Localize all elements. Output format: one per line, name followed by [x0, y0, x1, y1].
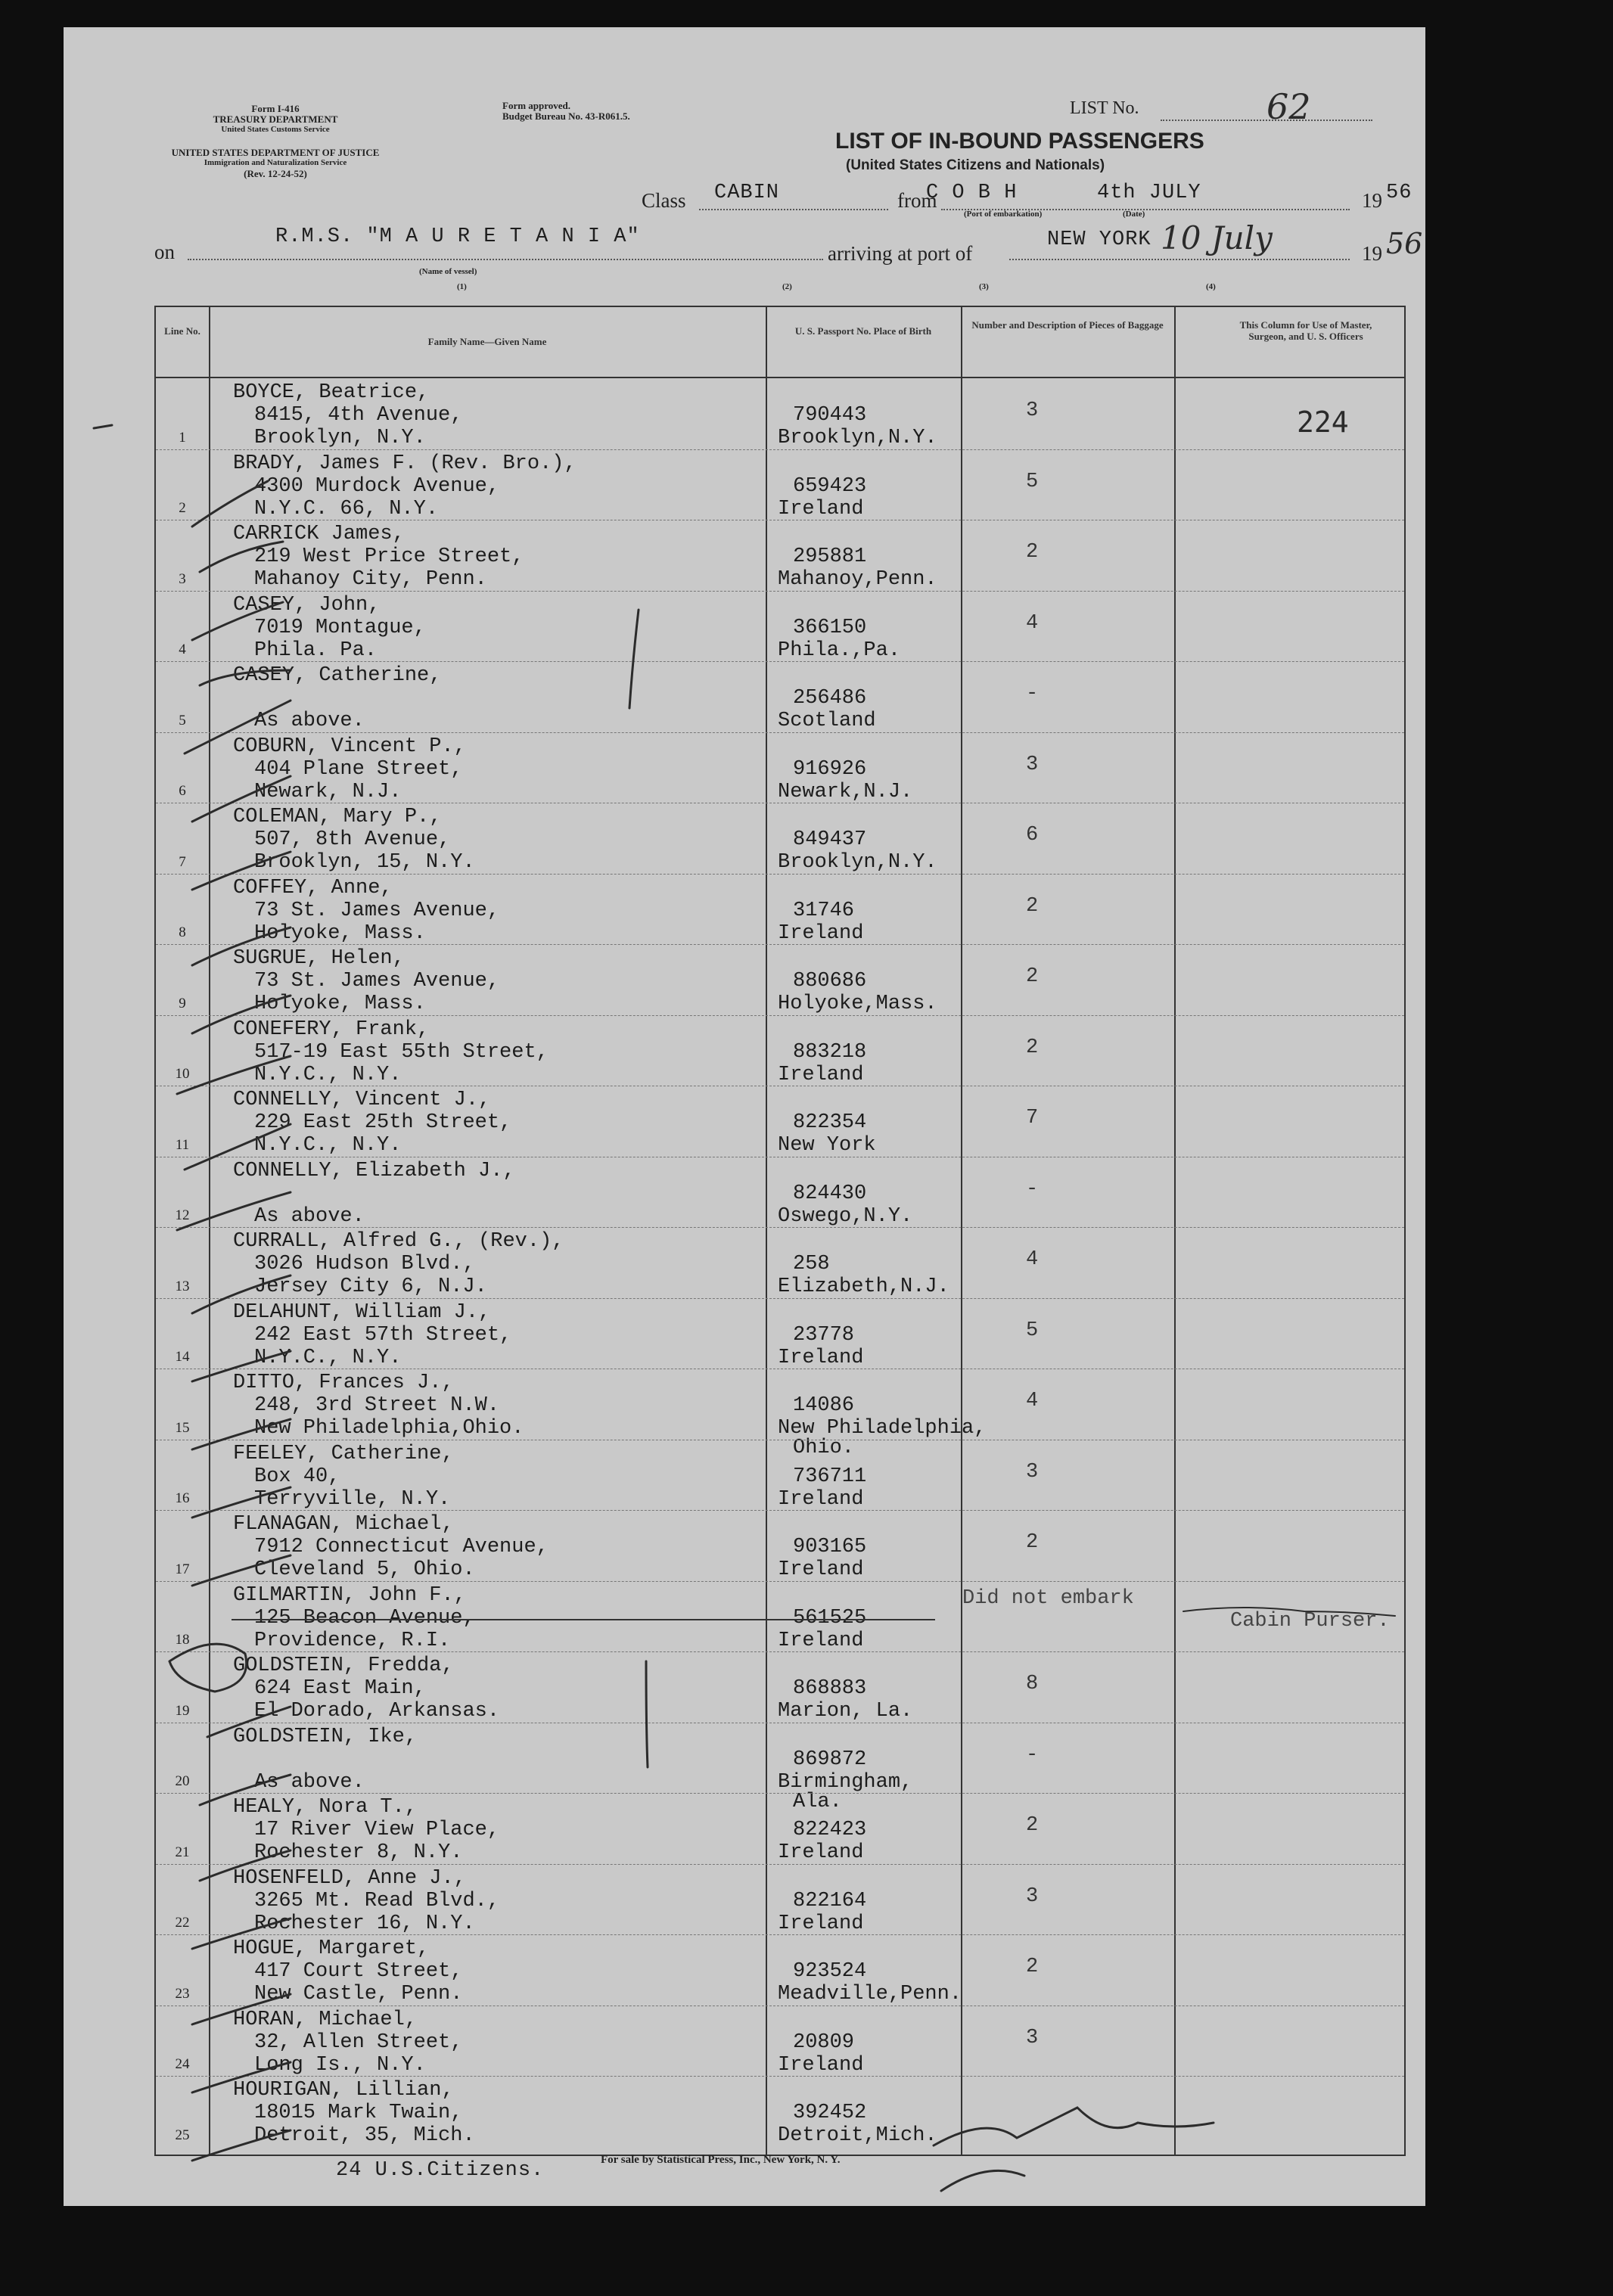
- place-of-birth: Ireland: [778, 1629, 864, 1652]
- passport-number: 868883: [793, 1677, 867, 1700]
- place-of-birth: Newark,N.J.: [778, 780, 913, 803]
- baggage-count: 2: [1026, 1956, 1039, 1978]
- passport-number: 561525: [793, 1606, 867, 1630]
- passenger-address-2: Rochester 8, N.Y.: [254, 1841, 463, 1864]
- passenger-name: FEELEY, Catherine,: [233, 1442, 454, 1465]
- passenger-address-2: N.Y.C., N.Y.: [254, 1063, 402, 1086]
- place-of-birth: Mahanoy,Penn.: [778, 568, 937, 591]
- passenger-address-2: Mahanoy City, Penn.: [254, 568, 487, 591]
- passport-number: 903165: [793, 1536, 867, 1558]
- baggage-count: -: [1026, 682, 1039, 705]
- passport-number: 736711: [793, 1465, 867, 1488]
- passport-number: 822354: [793, 1111, 867, 1134]
- line-number: 6: [179, 783, 186, 799]
- embark-caption: (Port of embarkation): [964, 210, 1043, 219]
- from-label: from: [897, 189, 937, 212]
- passenger-address-2: Newark, N.J.: [254, 780, 402, 803]
- passenger-address-1: 404 Plane Street,: [254, 757, 463, 781]
- place-of-birth: Birmingham,: [778, 1770, 913, 1794]
- place-of-birth: Elizabeth,N.J.: [778, 1275, 949, 1298]
- passenger-name: HOSENFELD, Anne J.,: [233, 1866, 466, 1890]
- passenger-address-2: Providence, R.I.: [254, 1629, 451, 1652]
- printer-credit: For sale by Statistical Press, Inc., New York, N. Y.: [601, 2154, 841, 2166]
- passenger-address-1: 417 Court Street,: [254, 1960, 463, 1983]
- col-num-2: (2): [782, 282, 792, 291]
- passenger-address-1: 4300 Murdock Avenue,: [254, 474, 500, 498]
- place-of-birth-2: Ohio.: [793, 1437, 855, 1459]
- passenger-address-2: Cleveland 5, Ohio.: [254, 1558, 475, 1581]
- passenger-address-1: 624 East Main,: [254, 1677, 426, 1700]
- passenger-address-1: 17 River View Place,: [254, 1819, 500, 1841]
- passport-number: 824430: [793, 1182, 867, 1205]
- place-of-birth: Oswego,N.Y.: [778, 1204, 913, 1228]
- form-approved: Form approved.: [502, 100, 571, 111]
- passport-number: 258: [793, 1253, 830, 1275]
- passenger-name: DELAHUNT, William J.,: [233, 1300, 491, 1324]
- passenger-address-2: As above.: [254, 1204, 365, 1228]
- line-number: 21: [175, 1844, 190, 1860]
- place-of-birth: Holyoke,Mass.: [778, 993, 937, 1015]
- passport-number: 31746: [793, 899, 855, 922]
- line-number: 14: [175, 1349, 190, 1365]
- passport-number: 366150: [793, 616, 867, 639]
- passport-number: 23778: [793, 1323, 855, 1347]
- baggage-count: 3: [1026, 2026, 1039, 2049]
- baggage-count: 4: [1026, 1390, 1039, 1412]
- line-number: 23: [175, 1985, 190, 2002]
- treasury-dept: TREASURY DEPARTMENT: [213, 113, 338, 125]
- place-of-birth: Brooklyn,N.Y.: [778, 851, 937, 874]
- passenger-manifest-page: [64, 27, 1425, 2206]
- ins-service: Immigration and Naturalization Service: [204, 158, 347, 167]
- passenger-address-1: 229 East 25th Street,: [254, 1111, 512, 1134]
- handwritten-marks: [64, 27, 1425, 2206]
- passenger-address-1: 507, 8th Avenue,: [254, 828, 451, 851]
- not-embarked-note: Did not embark: [962, 1586, 1134, 1610]
- baggage-count: 3: [1026, 753, 1039, 776]
- passenger-address-1: 248, 3rd Street N.W.: [254, 1394, 500, 1417]
- purser-title: Cabin Purser.: [1230, 1609, 1390, 1633]
- on-label: on: [154, 241, 175, 263]
- line-number: 2: [179, 500, 186, 516]
- passenger-address-1: 3026 Hudson Blvd.,: [254, 1253, 475, 1275]
- line-number: 16: [175, 1490, 190, 1506]
- col-header-officers: This Column for Use of Master, Surgeon, and U. S. Officers: [1239, 319, 1372, 342]
- passenger-name: COLEMAN, Mary P.,: [233, 806, 442, 828]
- passenger-name: HEALY, Nora T.,: [233, 1796, 418, 1819]
- passenger-address-2: As above.: [254, 710, 365, 732]
- passport-number: 14086: [793, 1394, 855, 1417]
- place-of-birth: Ireland: [778, 497, 864, 520]
- passenger-address-2: N.Y.C. 66, N.Y.: [254, 497, 439, 520]
- passenger-address-2: Detroit, 35, Mich.: [254, 2124, 475, 2147]
- passenger-address-1: 219 West Price Street,: [254, 545, 524, 568]
- passenger-name: GOLDSTEIN, Fredda,: [233, 1654, 454, 1677]
- passenger-name: CASEY, John,: [233, 593, 381, 617]
- place-of-birth: Phila.,Pa.: [778, 638, 901, 662]
- passport-number: 849437: [793, 828, 867, 851]
- passenger-name: FLANAGAN, Michael,: [233, 1513, 454, 1536]
- place-of-birth-2: Ala.: [793, 1790, 842, 1813]
- line-number: 24: [175, 2056, 190, 2072]
- line-number: 15: [175, 1419, 190, 1436]
- passenger-name: COBURN, Vincent P.,: [233, 735, 466, 758]
- baggage-count: 3: [1026, 1460, 1039, 1484]
- line-number: 3: [179, 570, 186, 587]
- justice-dept: UNITED STATES DEPARTMENT OF JUSTICE: [171, 147, 380, 158]
- embark-year: 56: [1386, 182, 1413, 204]
- passenger-address-2: Brooklyn, N.Y.: [254, 427, 426, 449]
- baggage-count: 2: [1026, 965, 1039, 988]
- place-of-birth: Ireland: [778, 1063, 864, 1086]
- year-prefix-2: 19: [1362, 242, 1382, 265]
- list-number-label: LIST No.: [1070, 98, 1139, 118]
- baggage-count: 2: [1026, 894, 1039, 918]
- passenger-address-2: N.Y.C., N.Y.: [254, 1134, 402, 1157]
- passenger-address-2: El Dorado, Arkansas.: [254, 1700, 500, 1723]
- place-of-birth: Ireland: [778, 1912, 864, 1935]
- citizen-count: 24 U.S.Citizens.: [336, 2159, 545, 2182]
- passenger-address-2: Phila. Pa.: [254, 638, 378, 662]
- passenger-name: CONNELLY, Elizabeth J.,: [233, 1159, 515, 1182]
- passport-number: 392452: [793, 2102, 867, 2124]
- arrival-year: 56: [1386, 227, 1423, 260]
- passenger-address-1: 517-19 East 55th Street,: [254, 1040, 549, 1064]
- passport-number: 20809: [793, 2030, 855, 2054]
- place-of-birth: Ireland: [778, 921, 864, 945]
- passenger-name: CASEY, Catherine,: [233, 664, 442, 687]
- page-subtitle: (United States Citizens and Nationals): [846, 157, 1105, 173]
- list-number: 62: [1266, 86, 1311, 127]
- place-of-birth: New Philadelphia,: [778, 1417, 987, 1440]
- place-of-birth: Ireland: [778, 1487, 864, 1511]
- baggage-count: 6: [1026, 824, 1039, 847]
- baggage-count: 2: [1026, 1814, 1039, 1837]
- passport-number: 880686: [793, 970, 867, 993]
- line-number: 13: [175, 1278, 190, 1294]
- passenger-address-1: 73 St. James Avenue,: [254, 970, 500, 993]
- vessel-name: R.M.S. "M A U R E T A N I A": [275, 225, 640, 248]
- passenger-address-2: N.Y.C., N.Y.: [254, 1346, 402, 1369]
- col-num-1: (1): [457, 282, 467, 291]
- passenger-name: COFFEY, Anne,: [233, 876, 393, 899]
- baggage-count: 4: [1026, 611, 1039, 635]
- passenger-address-1: 73 St. James Avenue,: [254, 899, 500, 922]
- passport-number: 822164: [793, 1889, 867, 1912]
- baggage-count: 2: [1026, 1036, 1039, 1059]
- passenger-address-2: Holyoke, Mass.: [254, 993, 426, 1015]
- passenger-address-1: 8415, 4th Avenue,: [254, 404, 463, 427]
- line-number: 12: [175, 1207, 190, 1223]
- arrival-port: NEW YORK: [1047, 228, 1151, 251]
- line-number: 9: [179, 995, 186, 1011]
- place-of-birth: New York: [778, 1134, 876, 1157]
- passenger-address-1: 18015 Mark Twain,: [254, 2102, 463, 2124]
- line-number: 25: [175, 2127, 190, 2143]
- baggage-count: 5: [1026, 1319, 1039, 1342]
- place-of-birth: Marion, La.: [778, 1700, 913, 1723]
- class-value: CABIN: [714, 182, 780, 204]
- baggage-count: -: [1026, 1177, 1039, 1201]
- passenger-name: DITTO, Frances J.,: [233, 1372, 454, 1394]
- passenger-name: HORAN, Michael,: [233, 2008, 418, 2031]
- passenger-address-2: Long Is., N.Y.: [254, 2053, 426, 2077]
- passenger-address-2: Rochester 16, N.Y.: [254, 1912, 475, 1935]
- passenger-address-2: New Philadelphia,Ohio.: [254, 1417, 524, 1440]
- passenger-address-1: 7019 Montague,: [254, 616, 426, 639]
- embarkation-date: 4th JULY: [1097, 182, 1201, 204]
- place-of-birth: Meadville,Penn.: [778, 1983, 962, 2006]
- passport-number: 822423: [793, 1819, 867, 1841]
- passport-number: 883218: [793, 1040, 867, 1064]
- place-of-birth: Ireland: [778, 1346, 864, 1369]
- passenger-name: CARRICK James,: [233, 523, 405, 545]
- line-number: 5: [179, 712, 186, 729]
- passenger-name: CURRALL, Alfred G., (Rev.),: [233, 1230, 564, 1253]
- passenger-name: BOYCE, Beatrice,: [233, 381, 430, 404]
- col-num-4: (4): [1206, 282, 1216, 291]
- line-number: 8: [179, 924, 186, 940]
- col-header-name: Family Name—Given Name: [427, 336, 547, 347]
- baggage-count: 4: [1026, 1248, 1039, 1271]
- budget-bureau: Budget Bureau No. 43-R061.5.: [502, 110, 630, 122]
- line-number: 7: [179, 853, 186, 870]
- passenger-address-2: As above.: [254, 1770, 365, 1794]
- passenger-address-1: 32, Allen Street,: [254, 2030, 463, 2054]
- line-number: 17: [175, 1561, 190, 1577]
- passport-number: 295881: [793, 545, 867, 568]
- place-of-birth: Detroit,Mich.: [778, 2124, 937, 2147]
- class-label: Class: [642, 189, 686, 212]
- baggage-count: 3: [1026, 1884, 1039, 1908]
- passenger-name: HOURIGAN, Lillian,: [233, 2079, 454, 2102]
- baggage-count: 5: [1026, 470, 1039, 493]
- passenger-address-1: 3265 Mt. Read Blvd.,: [254, 1889, 500, 1912]
- date-caption: (Date): [1123, 210, 1145, 219]
- baggage-count: 7: [1026, 1107, 1039, 1129]
- customs-service: United States Customs Service: [221, 125, 330, 134]
- passenger-name: HOGUE, Margaret,: [233, 1937, 430, 1960]
- col-header-line: Line No.: [164, 325, 200, 337]
- passenger-address-1: 7912 Connecticut Avenue,: [254, 1536, 549, 1558]
- passport-number: 869872: [793, 1748, 867, 1771]
- passport-number: 256486: [793, 687, 867, 710]
- passenger-name: GILMARTIN, John F.,: [233, 1583, 466, 1607]
- line-number: 1: [179, 429, 186, 446]
- line-number: 20: [175, 1773, 190, 1789]
- passenger-address-1: 125 Beacon Avenue,: [254, 1606, 475, 1630]
- vessel-caption: (Name of vessel): [419, 267, 477, 276]
- passenger-name: BRADY, James F. (Rev. Bro.),: [233, 452, 577, 475]
- arriving-label: arriving at port of: [828, 242, 973, 265]
- passenger-name: GOLDSTEIN, Ike,: [233, 1725, 418, 1748]
- passenger-name: SUGRUE, Helen,: [233, 947, 405, 970]
- passenger-address-2: Terryville, N.Y.: [254, 1487, 451, 1511]
- baggage-count: 3: [1026, 399, 1039, 422]
- place-of-birth: Ireland: [778, 1841, 864, 1864]
- col-num-3: (3): [979, 282, 989, 291]
- form-number: Form I-416: [251, 103, 300, 114]
- officer-mark: 224: [1297, 405, 1349, 439]
- passenger-address-2: New Castle, Penn.: [254, 1983, 463, 2006]
- passport-number: 923524: [793, 1960, 867, 1983]
- page-title: LIST OF IN-BOUND PASSENGERS: [835, 129, 1204, 154]
- passenger-name: CONNELLY, Vincent J.,: [233, 1089, 491, 1111]
- year-prefix: 19: [1362, 189, 1382, 212]
- passenger-address-2: Holyoke, Mass.: [254, 921, 426, 945]
- col-header-passport: U. S. Passport No. Place of Birth: [794, 325, 932, 337]
- passenger-address-1: Box 40,: [254, 1465, 340, 1488]
- baggage-count: 2: [1026, 541, 1039, 564]
- place-of-birth: Ireland: [778, 1558, 864, 1581]
- line-number: 22: [175, 1915, 190, 1931]
- col-header-baggage: Number and Description of Pieces of Baggage: [971, 319, 1164, 331]
- port-of-embarkation: C O B H: [926, 182, 1018, 204]
- passport-number: 659423: [793, 474, 867, 498]
- line-number: 10: [175, 1066, 190, 1082]
- baggage-count: 8: [1026, 1673, 1039, 1695]
- place-of-birth: Scotland: [778, 710, 876, 732]
- passport-number: 790443: [793, 404, 867, 427]
- passport-number: 916926: [793, 757, 867, 781]
- passenger-address-2: Brooklyn, 15, N.Y.: [254, 851, 475, 874]
- place-of-birth: Ireland: [778, 2053, 864, 2077]
- line-number: 18: [175, 1632, 190, 1648]
- line-number: 4: [179, 642, 186, 657]
- line-number: 11: [175, 1136, 190, 1153]
- place-of-birth: Brooklyn,N.Y.: [778, 427, 937, 449]
- passenger-address-2: Jersey City 6, N.J.: [254, 1275, 487, 1298]
- passenger-address-1: 242 East 57th Street,: [254, 1323, 512, 1347]
- form-revision: (Rev. 12-24-52): [244, 168, 307, 179]
- baggage-count: -: [1026, 1743, 1039, 1766]
- line-number: 19: [175, 1702, 190, 1719]
- passenger-name: CONEFERY, Frank,: [233, 1018, 430, 1041]
- baggage-count: 2: [1026, 1531, 1039, 1554]
- arrival-date: 10 July: [1161, 219, 1273, 256]
